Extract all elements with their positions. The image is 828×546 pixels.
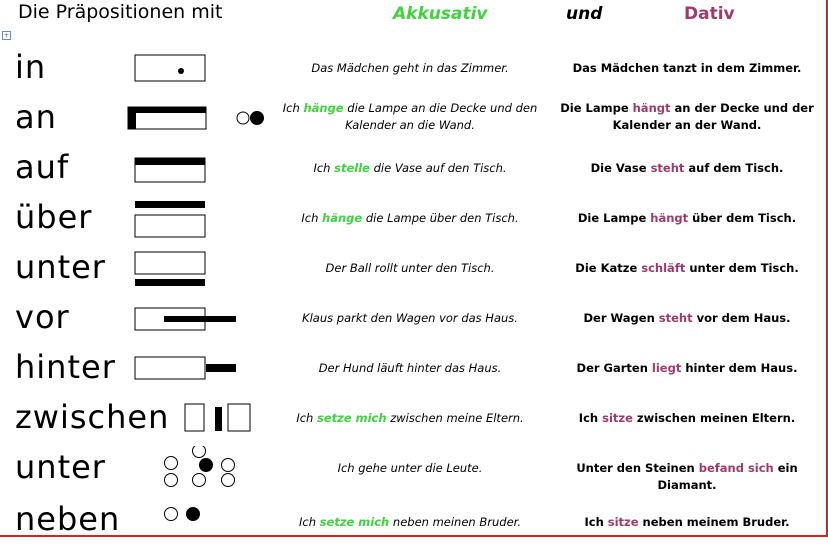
sentence-part: Unter den Steinen (576, 461, 699, 475)
table-row (0, 96, 828, 146)
dativ-sentence (552, 460, 822, 494)
akkusativ-sentence (280, 310, 540, 327)
preposition-diagram-icon (120, 446, 270, 498)
heading-und: und (566, 4, 603, 24)
sentence-part: zwischen meinen Eltern. (632, 411, 796, 425)
akkusativ-sentence (280, 360, 540, 377)
preposition-label: in (15, 48, 47, 86)
sentence-part: Ich (584, 515, 608, 529)
preposition-label: auf (15, 148, 70, 186)
preposition-diagram-icon (120, 496, 270, 540)
akkusativ-verb: stelle (334, 161, 370, 175)
sentence-part: Die Katze (575, 261, 642, 275)
sentence-part: Klaus parkt den Wagen vor das Haus. (302, 311, 518, 325)
dativ-sentence (552, 514, 822, 531)
sentence-part: auf dem Tisch. (684, 161, 784, 175)
heading-dativ: Dativ (684, 4, 735, 24)
preposition-diagram-icon (120, 346, 260, 390)
sentence-part: vor dem Haus. (692, 311, 791, 325)
sentence-part: Der Ball rollt unter den Tisch. (325, 261, 495, 275)
move-handle-icon[interactable]: + (3, 32, 10, 39)
akkusativ-sentence (280, 160, 540, 177)
sentence-part: Die Lampe (560, 101, 633, 115)
sentence-part: Die Vase (590, 161, 651, 175)
table-row (0, 196, 828, 246)
sentence-part: Ich (578, 411, 603, 425)
dativ-sentence (552, 100, 822, 134)
sentence-part: an der Decke und der Kalender an der Wand. (612, 101, 814, 132)
akkusativ-sentence (280, 210, 540, 227)
table-row (0, 146, 828, 196)
sentence-part: Der Wagen (583, 311, 659, 325)
preposition-label: vor (15, 298, 70, 336)
page-title: Die Präpositionen mit (18, 1, 223, 23)
sentence-part: die Vase auf den Tisch. (369, 161, 507, 175)
preposition-label: zwischen (15, 398, 170, 436)
akkusativ-verb: setze mich (316, 411, 387, 425)
dativ-verb: hängt (650, 211, 689, 225)
preposition-label: neben (15, 500, 121, 538)
preposition-diagram-icon (120, 46, 220, 90)
sentence-part: Ich (282, 101, 304, 115)
preposition-diagram-icon (120, 96, 280, 140)
table-row (0, 246, 828, 296)
preposition-label: hinter (15, 348, 116, 386)
dativ-sentence (552, 60, 822, 77)
dativ-verb: steht (650, 161, 685, 175)
sentence-part: Das Mädchen tanzt in dem Zimmer. (572, 61, 802, 75)
table-row (0, 446, 828, 496)
sentence-part: Ich gehe unter die Leute. (337, 461, 483, 475)
heading-akkusativ: Akkusativ (393, 4, 488, 24)
preposition-label: über (15, 198, 93, 236)
preposition-label: an (15, 98, 57, 136)
sentence-part: Ich (296, 411, 317, 425)
table-row (0, 496, 828, 546)
dativ-verb: schläft (641, 261, 686, 275)
sentence-part: Ich (313, 161, 335, 175)
sentence-part: Der Garten (576, 361, 652, 375)
akkusativ-sentence (280, 410, 540, 427)
preposition-diagram-icon (120, 146, 220, 190)
preposition-diagram-icon (120, 396, 270, 444)
sentence-part: Das Mädchen geht in das Zimmer. (311, 61, 509, 75)
sentence-part: neben meinem Bruder. (638, 515, 790, 529)
akkusativ-verb: hänge (303, 101, 344, 115)
akkusativ-sentence (280, 100, 540, 134)
sentence-part: Der Hund läuft hinter das Haus. (318, 361, 502, 375)
sentence-part: die Lampe über den Tisch. (362, 211, 519, 225)
sentence-part: neben meinen Bruder. (389, 515, 521, 529)
sentence-part: über dem Tisch. (688, 211, 797, 225)
preposition-diagram-icon (120, 246, 220, 294)
dativ-verb: steht (658, 311, 693, 325)
preposition-label: unter (15, 448, 106, 486)
table-row (0, 46, 828, 96)
dativ-verb: hängt (632, 101, 671, 115)
dativ-sentence (552, 310, 822, 327)
dativ-sentence (552, 410, 822, 427)
sentence-part: Ich (301, 211, 323, 225)
sentence-part: ein Diamant. (657, 461, 798, 492)
sentence-part: Die Lampe (577, 211, 651, 225)
preposition-diagram-icon (120, 196, 220, 244)
preposition-diagram-icon (120, 296, 260, 340)
table-row (0, 346, 828, 396)
sentence-part: Ich (299, 515, 320, 529)
dativ-verb: liegt (651, 361, 682, 375)
table-row (0, 296, 828, 346)
akkusativ-sentence (280, 460, 540, 477)
dativ-verb: sitze (602, 411, 633, 425)
dativ-sentence (552, 160, 822, 177)
akkusativ-sentence (280, 514, 540, 531)
preposition-label: unter (15, 248, 106, 286)
akkusativ-verb: hänge (322, 211, 363, 225)
sentence-part: unter dem Tisch. (685, 261, 799, 275)
akkusativ-sentence (280, 60, 540, 77)
dativ-sentence (552, 260, 822, 277)
table-row (0, 396, 828, 446)
dativ-sentence (552, 210, 822, 227)
sentence-part: zwischen meine Eltern. (386, 411, 524, 425)
dativ-verb: sitze (607, 515, 639, 529)
sentence-part: hinter dem Haus. (681, 361, 798, 375)
dativ-verb: befand sich (698, 461, 774, 475)
akkusativ-sentence (280, 260, 540, 277)
akkusativ-verb: setze mich (319, 515, 390, 529)
sentence-part: die Lampe an die Decke und den Kalender an die Wand. (343, 101, 538, 132)
dativ-sentence (552, 360, 822, 377)
